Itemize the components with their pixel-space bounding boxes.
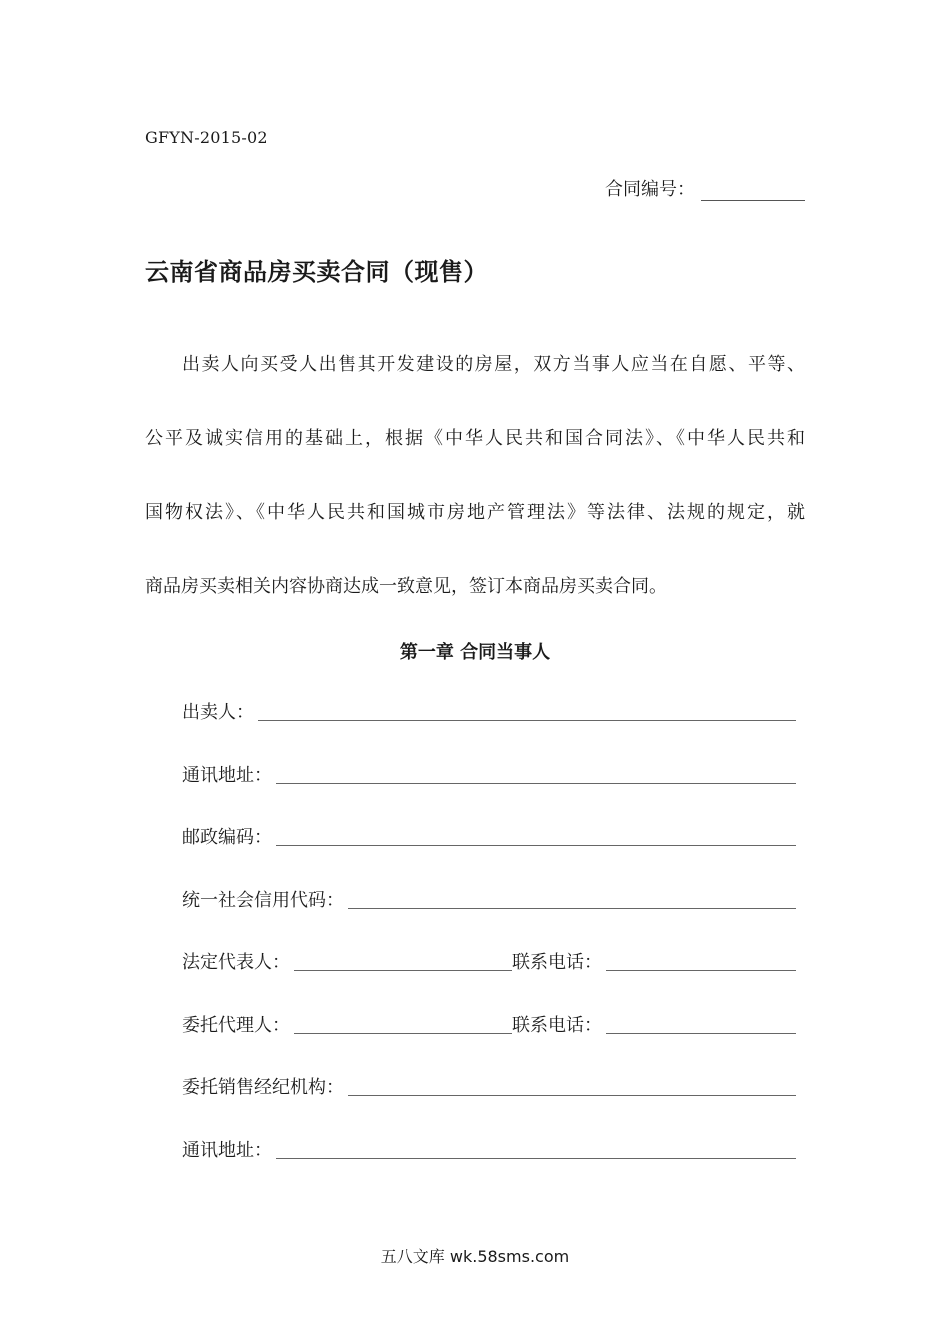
field-label: 通讯地址： xyxy=(182,764,272,786)
field-row-credit-code xyxy=(182,888,796,951)
field-label: 邮政编码： xyxy=(182,827,272,848)
field-row-postcode xyxy=(182,825,796,888)
preamble-line: 公平及诚实信用的基础上，根据《中华人民共和国合同法》、《中华人民共和 xyxy=(145,428,805,449)
field-label: 委托代理人： xyxy=(182,1014,290,1036)
field-row-address xyxy=(182,763,796,826)
contract-number xyxy=(605,175,805,201)
seller-blank xyxy=(258,700,796,721)
document-code: GFYN-2015-02 xyxy=(145,128,268,147)
contract-number-label: 合同编号： xyxy=(605,179,695,200)
field-label: 联系电话： xyxy=(512,1014,602,1036)
phone2-blank xyxy=(606,1013,796,1034)
chapter-title: 第一章 合同当事人 xyxy=(399,642,551,663)
field-row-legal-rep xyxy=(182,950,796,1013)
address2-blank xyxy=(276,1138,796,1159)
field-label: 法定代表人： xyxy=(182,952,290,973)
footer-watermark: 五八文库 wk.58sms.com xyxy=(380,1247,570,1266)
contract-number-blank xyxy=(701,182,805,201)
field-label: 统一社会信用代码： xyxy=(182,889,344,911)
preamble-line: 商品房买卖相关内容协商达成一致意见，签订本商品房买卖合同。 xyxy=(145,576,667,597)
field-row-seller xyxy=(182,700,796,763)
phone1-blank xyxy=(606,950,796,971)
sales-agency-blank xyxy=(348,1075,796,1096)
agent-blank xyxy=(294,1013,512,1034)
field-label: 联系电话： xyxy=(512,952,602,973)
credit-code-blank xyxy=(348,888,796,909)
postcode-blank xyxy=(276,825,796,846)
party-fields xyxy=(182,700,796,1200)
field-row-agent xyxy=(182,1013,796,1076)
document-title: 云南省商品房买卖合同（现售） xyxy=(145,258,488,286)
preamble-line: 出卖人向买受人出售其开发建设的房屋，双方当事人应当在自愿、平等、 xyxy=(182,354,805,375)
preamble-line: 国物权法》、《中华人民共和国城市房地产管理法》等法律、法规的规定，就 xyxy=(145,502,805,523)
field-row-sales-agency xyxy=(182,1075,796,1138)
legal-rep-blank xyxy=(294,950,512,971)
field-row-address2 xyxy=(182,1138,796,1201)
address-blank xyxy=(276,763,796,784)
field-label: 出卖人： xyxy=(182,702,254,723)
preamble xyxy=(145,345,805,641)
field-label: 通讯地址： xyxy=(182,1139,272,1161)
field-label: 委托销售经纪机构： xyxy=(182,1077,344,1098)
